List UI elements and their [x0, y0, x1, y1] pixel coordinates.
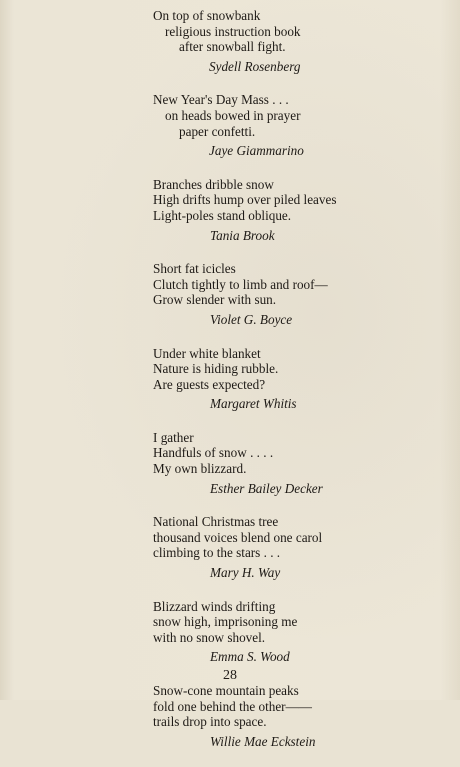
poem	[153, 8, 453, 74]
poem-line: National Christmas tree	[153, 514, 279, 530]
poem-line: Branches dribble snow	[153, 176, 274, 192]
poem-line: on heads bowed in prayer	[165, 107, 301, 123]
poem-line: Snow-cone mountain peaks	[153, 683, 299, 698]
poem-author: Mary H. Way	[210, 565, 281, 581]
poem-line: snow high, imprisoning me	[153, 614, 298, 630]
poem	[153, 261, 453, 327]
poem-line: fold one behind the other——	[153, 698, 312, 714]
poem-line: Blizzard winds drifting	[153, 598, 276, 614]
poem-line: Short fat icicles	[153, 261, 236, 277]
poem	[153, 177, 453, 243]
poem-line: New Year's Day Mass . . .	[153, 92, 289, 108]
poem-author: Sydell Rosenberg	[209, 58, 301, 74]
poem-line: climbing to the stars . . .	[153, 545, 281, 561]
poem-line: religious instruction book	[165, 23, 301, 39]
poem-author: Violet G. Boyce	[210, 311, 293, 327]
poem	[153, 346, 453, 412]
poem-line: On top of snowbank	[153, 8, 261, 23]
poem-line: trails drop into space.	[153, 714, 267, 730]
poem	[153, 683, 453, 749]
poem-line: after snowball fight.	[179, 39, 286, 55]
poem	[153, 92, 453, 158]
poem-list	[153, 8, 453, 767]
poem-line: Light-poles stand oblique.	[153, 207, 292, 223]
poem-line: Handfuls of snow . . . .	[153, 445, 274, 461]
poem-line: Clutch tightly to limb and roof—	[153, 276, 328, 292]
poem-author: Esther Bailey Decker	[210, 480, 323, 496]
poem	[153, 599, 453, 665]
poem-line: paper confetti.	[179, 123, 256, 139]
poem-author: Emma S. Wood	[210, 649, 290, 665]
poem-line: My own blizzard.	[153, 461, 247, 477]
poem-author: Tania Brook	[210, 227, 275, 243]
poem-line: Nature is hiding rubble.	[153, 361, 279, 377]
poem-line: Grow slender with sun.	[153, 292, 277, 308]
poem-line: thousand voices blend one carol	[153, 529, 323, 545]
page-number: 28	[223, 668, 237, 683]
poem-line: I gather	[153, 429, 194, 445]
poem-author: Willie Mae Eckstein	[210, 733, 316, 749]
poem	[153, 514, 453, 580]
poem-line: with no snow shovel.	[153, 629, 266, 645]
poem-author: Jaye Giammarino	[209, 143, 304, 159]
poem-line: High drifts hump over piled leaves	[153, 192, 337, 208]
poem-line: Are guests expected?	[153, 376, 266, 392]
poem-author: Margaret Whitis	[210, 396, 297, 412]
poem-line: Under white blanket	[153, 345, 261, 361]
poem	[153, 430, 453, 496]
